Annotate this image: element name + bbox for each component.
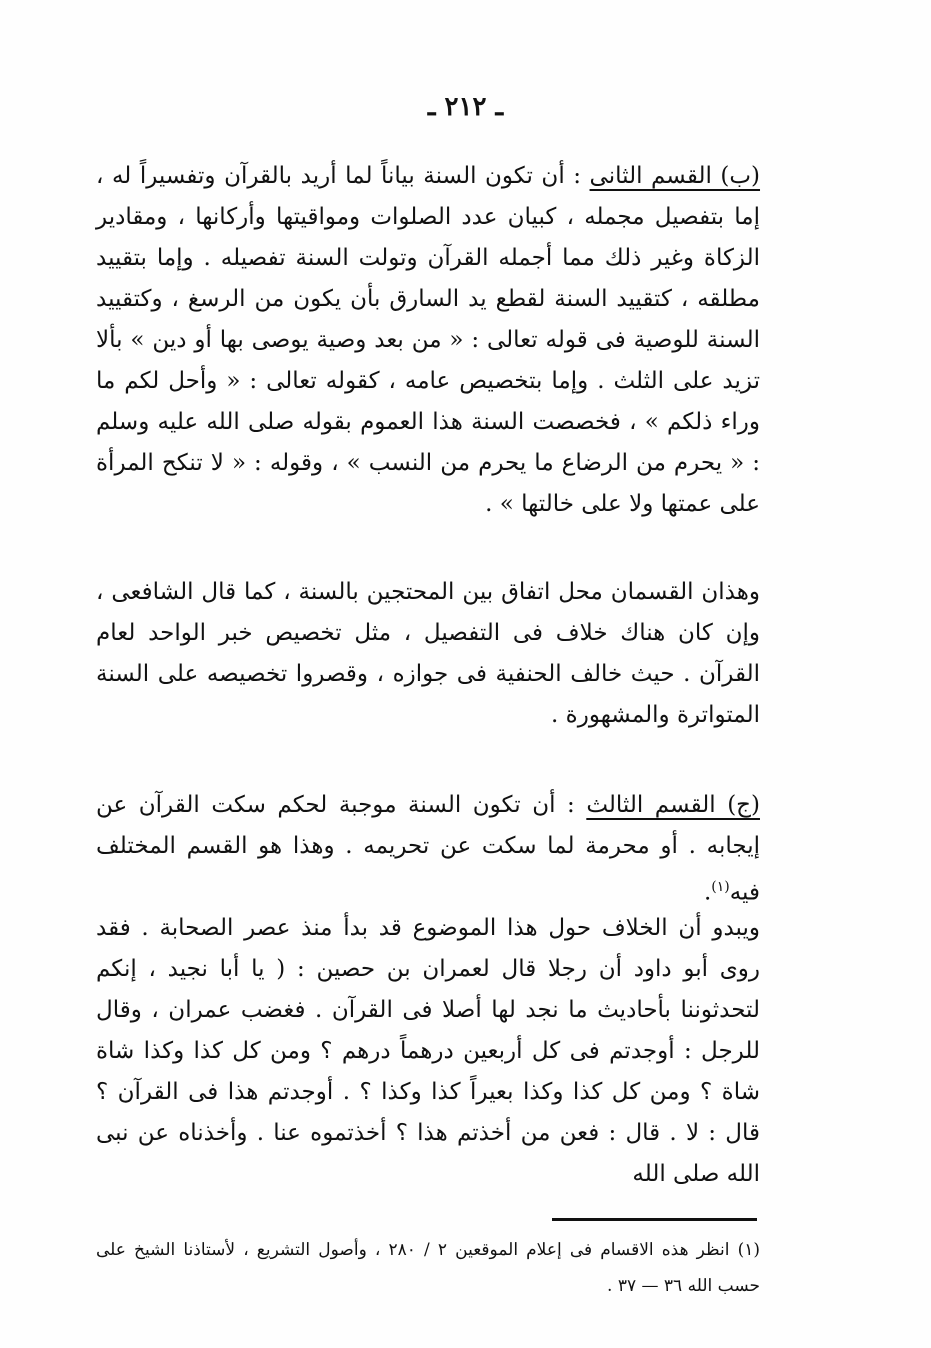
section-b-label: (ب) القسم الثانى bbox=[589, 163, 761, 189]
section-b-text: : أن تكون السنة بياناً لما أريد بالقرآن وتفسيراً له ، إما بتفصيل مجمله ، كبيان عدد الصلوات ومواقيتها وأركانها ، ومقادير الزكاة وغير ذلك مما أجمله القرآن وتولت السنة تفصيله . وإما بتقييد مطلقه ، كتقييد السنة لقطع يد السارق بأن يكون من الرسغ ، وكتقييد السنة للوصية فى قوله تعالى : « من بعد وصية يوصى بها أو دين » بألا تزيد على الثلث . وإما بتخصيص عامه ، كقوله تعالى : « وأحل لكم ما وراء ذلكم » ، فخصصت السنة هذا العموم بقوله صلى الله عليه وسلم : « يحرم من الرضاع ما يحرم من النسب » ، وقوله : « لا تنكح المرأة على عمتها ولا على خالتها » . bbox=[96, 163, 760, 517]
dispute-text: ويبدو أن الخلاف حول هذا الموضوع قد بدأ منذ عصر الصحابة . فقد روى أبو داود أن رجلا قال لعمران بن حصين : ( يا أبا نجيد ، إنكم لتحدثوننا بأحاديث ما نجد لها أصلا فى القرآن . فغضب عمران ، وقال للرجل : أوجدتم فى كل أربعين درهماً درهم ؟ ومن كل كذا وكذا شاة شاة ؟ ومن كل كذا وكذا بعيراً كذا وكذا ؟ . أوجدتم هذا فى القرآن ؟ قال : لا . قال : فعن من أخذتم هذا ؟ أخذتموه عنا . وأخذناه عن نبى الله صلى الله bbox=[96, 915, 760, 1187]
dispute-paragraph bbox=[96, 908, 760, 1195]
footnote-divider bbox=[552, 1218, 757, 1221]
footnote-text: (١) انظر هذه الاقسام فى إعلام الموقعين ٢ / ٢٨٠ ، وأصول التشريع ، لأستاذنا الشيخ على حسب الله ٣٦ — ٣٧ . bbox=[96, 1240, 760, 1296]
agreement-text: وهذان القسمان محل اتفاق بين المحتجين بالسنة ، كما قال الشافعى ، وإن كان هناك خلاف فى التفصيل ، مثل تخصيص خبر الواحد لعام القرآن . حيث خالف الحنفية فى جوازه ، وقصروا تخصيصه على السنة المتواترة والمشهورة . bbox=[96, 579, 760, 728]
section-c-text: : أن تكون السنة موجبة لحكم سكت القرآن عن إيجابه . أو محرمة لما سكت عن تحريمه . وهذا هو القسم المختلف فيه bbox=[96, 792, 760, 906]
section-c-label: (ج) القسم الثالث bbox=[586, 792, 760, 818]
agreement-paragraph bbox=[96, 572, 760, 736]
footnote-marker: (١) bbox=[711, 879, 730, 895]
section-c-paragraph bbox=[96, 785, 760, 914]
page-number: ـ ٢١٢ ـ bbox=[427, 92, 504, 122]
footnote bbox=[96, 1232, 760, 1304]
section-b-paragraph bbox=[96, 156, 760, 525]
section-c-end: . bbox=[703, 879, 712, 906]
